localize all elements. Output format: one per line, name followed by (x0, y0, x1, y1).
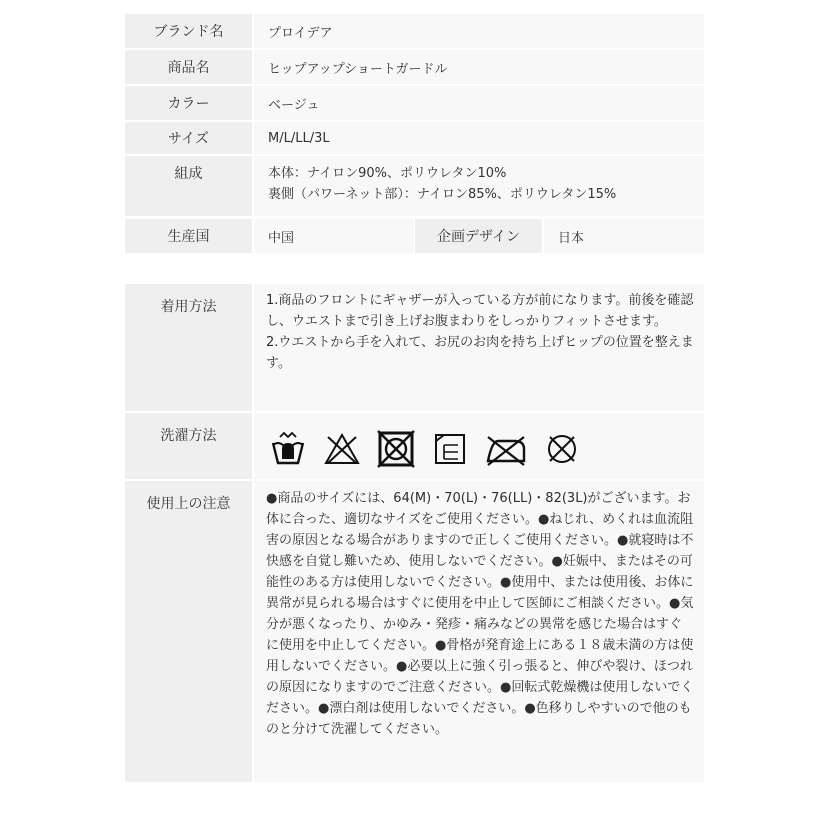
no-iron-icon (484, 429, 528, 469)
color-value: ベージュ (254, 86, 704, 120)
composition-value (254, 156, 704, 216)
cautions-label: 使用上の注意 (125, 481, 252, 782)
color-label: カラー (125, 86, 252, 120)
no-bleach-icon (322, 429, 362, 469)
composition-label: 組成 (125, 156, 252, 216)
brand-label: ブランド名 (125, 14, 252, 48)
usage-step-2: 2.ウエストから手を入れて、お尻のお肉を持ち上げヒップの位置を整えます。 (266, 335, 694, 371)
brand-value: プロイデア (254, 14, 704, 48)
usage-text (254, 284, 704, 411)
usage-label: 着用方法 (125, 284, 252, 411)
washing-label: 洗濯方法 (125, 413, 252, 479)
size-label: サイズ (125, 122, 252, 154)
origin-value: 中国 (254, 219, 414, 253)
no-tumble-dry-icon (376, 429, 416, 469)
product-label: 商品名 (125, 50, 252, 84)
hand-wash-icon (268, 429, 308, 469)
design-value: 日本 (544, 219, 704, 253)
cautions-text: ●商品のサイズには、64(M)・70(L)・76(LL)・82(3L)がございます。お体に合った、適切なサイズをご使用ください。●ねじれ、めくれは血流阻害の原因となる場合がありますので正しくご使用ください。●就寝時は不快感を自覚し難いため、使用しないでください。●妊娠中、またはその可能性のある方は使用しないでください。●使用中、または使用後、お体に異常が見られる場合はすぐに使用を中止して医師にご相談ください。●気分が悪くなったり、かゆみ・発疹・痛みなどの異常を感じた場合はすぐに使用を中止してください。●骨格が発育途上にある１８歳未満の方は使用しないでください。●必要以上に強く引っ張ると、伸びや裂け、ほつれの原因になりますのでご注意ください。●回転式乾燥機は使用しないでください。●漂白剤は使用しないでください。●色移りしやすいので他のものと分けて洗濯してください。 (254, 481, 704, 782)
composition-line-body: 本体：ナイロン90%、ポリウレタン10% (268, 166, 507, 181)
no-dry-clean-icon (542, 429, 582, 469)
design-label: 企画デザイン (415, 219, 542, 253)
line-dry-shade-icon (430, 429, 470, 469)
composition-line-lining: 裏側（パワーネット部）：ナイロン85%、ポリウレタン15% (268, 187, 617, 202)
washing-icons (254, 413, 704, 479)
origin-label: 生産国 (125, 219, 252, 253)
product-value: ヒップアップショートガードル (254, 50, 704, 84)
usage-step-1: 1.商品のフロントにギャザーが入っている方が前になります。前後を確認し、ウエストまで引き上げお腹まわりをしっかりフィットさせます。 (266, 293, 694, 329)
size-value: M/L/LL/3L (254, 122, 704, 154)
